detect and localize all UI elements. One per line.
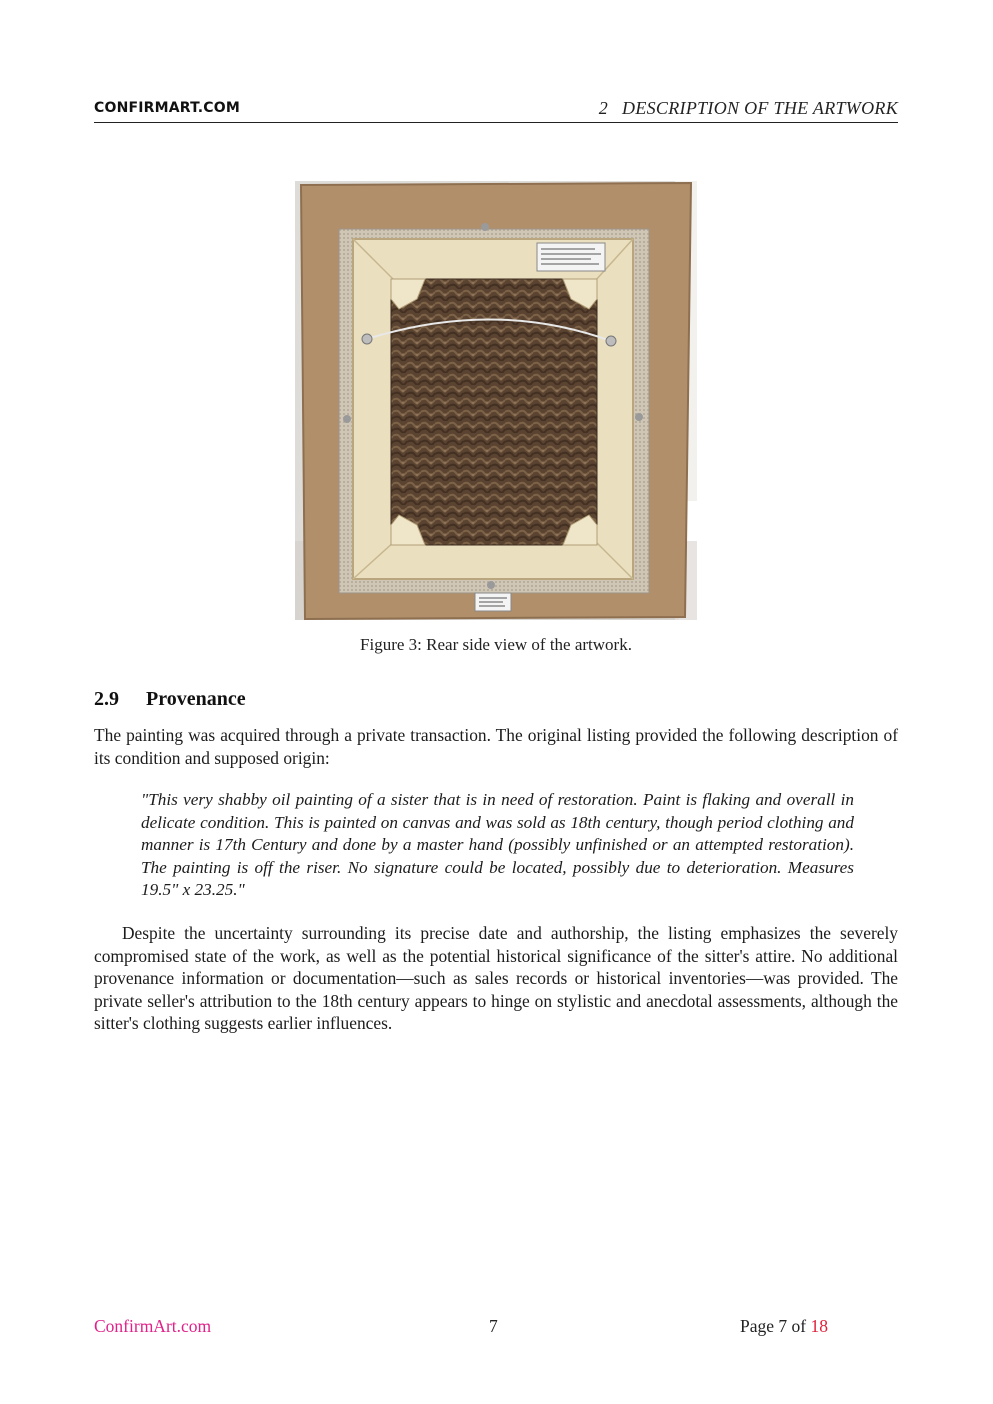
analysis-paragraph: Despite the uncertainty surrounding its precise date and authorship, the listing emphasizes the severely compromised state of the work, as well as the potential historical significance of the sitter's attire. No additional provenance information or documentation—such as sales records or historical inventories—was provided. The private seller's attribution to the 18th century appears to hinge on stylistic and anecdotal assessments, although the sitter's clothing suggests earlier influences. [94, 923, 898, 1034]
footer-site-link[interactable]: ConfirmArt.com [94, 1316, 212, 1336]
running-head [599, 98, 898, 119]
artwork-rear-photo [295, 181, 697, 620]
footer-page-prefix: Page 7 of [740, 1316, 811, 1336]
running-head-title: DESCRIPTION OF THE ARTWORK [622, 98, 898, 118]
listing-quote: "This very shabby oil painting of a sister that is in need of restoration. Paint is flaking and overall in delicate condition. This is painted on canvas and was sold as 18th century, though period clothing and manner is 17th Century and done by a master hand (possibly unfinished or an attempted restoration). The painting is off the riser. No signature could be located, possibly due to deterioration. Measures 19.5" x 23.25." [141, 790, 854, 900]
running-head-number: 2 [598, 98, 609, 118]
figure-caption: Figure 3: Rear side view of the artwork. [360, 635, 632, 654]
section-number: 2.9 [94, 688, 119, 710]
page-header [94, 98, 898, 123]
footer-page-count [740, 1316, 828, 1337]
footer-page-number: 7 [489, 1316, 498, 1336]
confirmart-logo: CONFIRMART.COM [94, 100, 241, 116]
footer-page-total[interactable]: 18 [810, 1316, 828, 1336]
intro-paragraph: The painting was acquired through a private transaction. The original listing provided the following description of its condition and supposed origin: [94, 725, 898, 768]
section-title: Provenance [146, 688, 246, 710]
section-heading [94, 688, 246, 711]
